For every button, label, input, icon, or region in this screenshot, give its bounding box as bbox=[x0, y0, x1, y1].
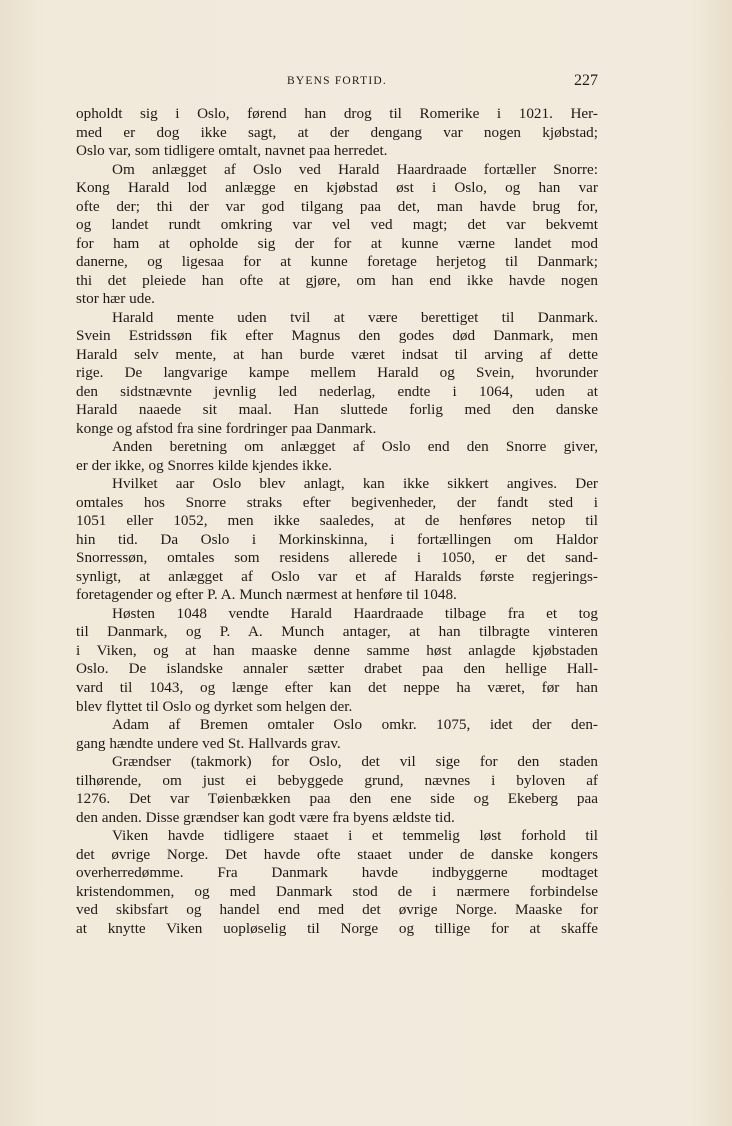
text-line: Viken havde tidligere staaet i et temmelig løst forhold til bbox=[112, 827, 598, 845]
text-line: Kong Harald lod anlægge en kjøbstad øst i Oslo, og han var bbox=[76, 179, 598, 197]
text-line: er der ikke, og Snorres kilde kjendes ikke. bbox=[76, 456, 333, 474]
text-line: Oslo. De islandske annaler sætter drabet paa den hellige Hall- bbox=[76, 660, 598, 678]
text-line: med er dog ikke sagt, at der dengang var nogen kjøbstad; bbox=[76, 123, 598, 141]
text-line: Om anlægget af Oslo ved Harald Haardraade fortæller Snorre: bbox=[112, 160, 598, 178]
text-line: opholdt sig i Oslo, førend han drog til Romerike i 1021. Her- bbox=[76, 105, 598, 122]
page-number: 227 bbox=[574, 72, 598, 89]
text-line: Harald selv mente, at han burde været indsat til arving af dette bbox=[76, 345, 598, 363]
text-line: og landet rundt omkring var vel ved magt; det var bekvemt bbox=[76, 216, 598, 234]
text-line: det øvrige Norge. Det havde ofte staaet under de danske kongers bbox=[76, 845, 598, 863]
text-line: Oslo var, som tidligere omtalt, navnet paa herredet. bbox=[76, 142, 388, 160]
text-line: 1276. Det var Tøienbækken paa den ene side og Ekeberg paa bbox=[76, 790, 598, 808]
text-line: danerne, og ligesaa for at kunne foretage herjetog til Danmark; bbox=[76, 253, 598, 271]
text-line: i Viken, og at han maaske denne samme høst anlagde kjøbstaden bbox=[76, 641, 598, 659]
text-line: kristendommen, og med Danmark stod de i nærmere forbindelse bbox=[76, 882, 598, 900]
running-head bbox=[76, 72, 598, 92]
text-line: Svein Estridssøn fik efter Magnus den godes død Danmark, men bbox=[76, 327, 598, 345]
text-line: den anden. Disse grændser kan godt være fra byens ældste tid. bbox=[76, 808, 455, 826]
text-line: Adam af Bremen omtaler Oslo omkr. 1075, idet der den- bbox=[112, 716, 598, 734]
text-line: synligt, at anlægget af Oslo var et af Haralds første regjerings- bbox=[76, 567, 598, 585]
text-line: den sidstnævnte jevnlig led nederlag, endte i 1064, uden at bbox=[76, 382, 598, 400]
text-line: vard til 1043, og længe efter kan det neppe ha været, før han bbox=[76, 678, 598, 696]
text-line: Anden beretning om anlægget af Oslo end den Snorre giver, bbox=[112, 438, 598, 456]
text-line: rige. De langvarige kampe mellem Harald og Svein, hvorunder bbox=[76, 364, 598, 382]
text-line: stor hær ude. bbox=[76, 290, 155, 308]
text-line: Harald mente uden tvil at være berettiget til Danmark. bbox=[112, 308, 598, 326]
running-title: BYENS FORTID. bbox=[287, 75, 387, 87]
text-line: Hvilket aar Oslo blev anlagt, kan ikke sikkert angives. Der bbox=[112, 475, 598, 493]
text-line: ved skibsfart og handel end med det øvrige Norge. Maaske for bbox=[76, 901, 598, 919]
text-line: foretagender og efter P. A. Munch nærmest at henføre til 1048. bbox=[76, 586, 457, 604]
text-line: ofte der; thi der var god tilgang paa det, man havde brug for, bbox=[76, 197, 598, 215]
text-line: hin tid. Da Oslo i Morkinskinna, i fortællingen om Haldor bbox=[76, 530, 598, 548]
body-text bbox=[76, 105, 598, 938]
text-line: Harald naaede sit maal. Han sluttede forlig med den danske bbox=[76, 401, 598, 419]
text-line: Snorressøn, omtales som residens allerede i 1050, er det sand- bbox=[76, 549, 598, 567]
text-line: til Danmark, og P. A. Munch antager, at han tilbragte vinteren bbox=[76, 623, 598, 641]
text-line: 1051 eller 1052, men ikke saaledes, at de henføres netop til bbox=[76, 512, 598, 530]
text-line: gang hændte undere ved St. Hallvards grav. bbox=[76, 734, 341, 752]
text-line: Grændser (takmork) for Oslo, det vil sige for den staden bbox=[112, 753, 598, 771]
text-line: blev flyttet til Oslo og dyrket som helgen der. bbox=[76, 697, 353, 715]
text-line: thi det pleiede han ofte at gjøre, om han end ikke havde nogen bbox=[76, 271, 598, 289]
text-line: tilhørende, om just ei bebyggede grund, nævnes i byloven af bbox=[76, 771, 598, 789]
text-line: overherredømme. Fra Danmark havde indbyggerne modtaget bbox=[76, 864, 598, 882]
text-line: for ham at opholde sig der for at kunne værne landet mod bbox=[76, 234, 598, 252]
text-line: konge og afstod fra sine fordringer paa Danmark. bbox=[76, 419, 377, 437]
text-line: at knytte Viken uopløselig til Norge og tillige for at skaffe bbox=[76, 919, 598, 937]
text-line: Høsten 1048 vendte Harald Haardraade tilbage fra et tog bbox=[112, 604, 598, 622]
text-line: omtales hos Snorre straks efter begivenheder, der fandt sted i bbox=[76, 493, 598, 511]
